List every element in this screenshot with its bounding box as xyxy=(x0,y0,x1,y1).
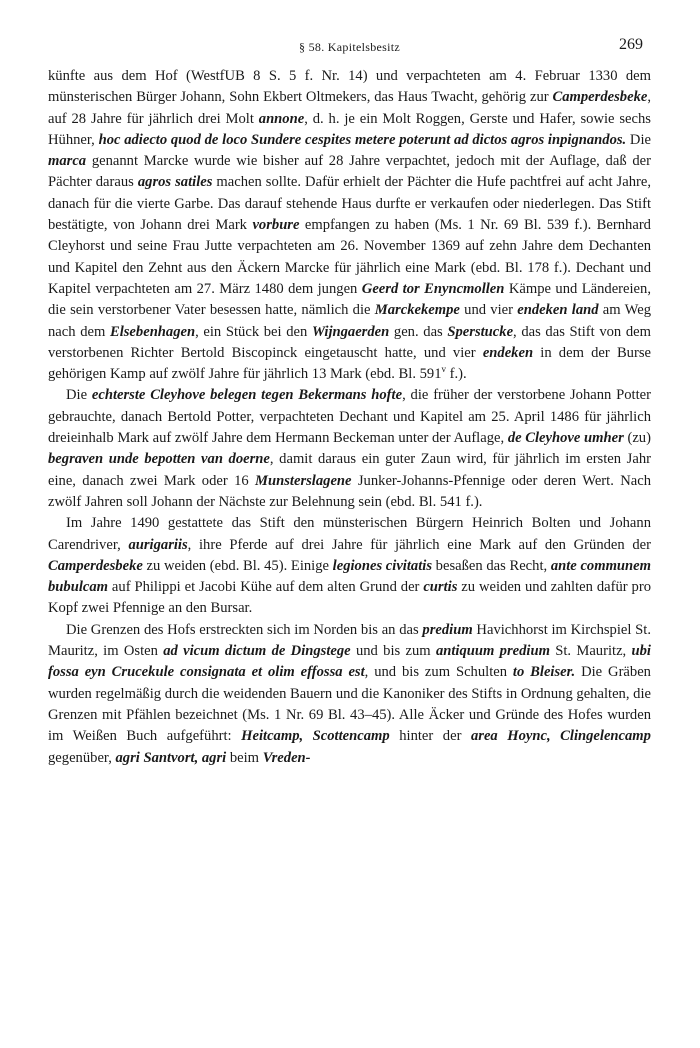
text-run: künfte aus dem Hof (WestfUB 8 S. 5 f. Nr. 14) und verpachteten am 4. Februar 1330 dem münsterischen Bürger Johann, Sohn Ekbert Oltmekers, das Haus Twacht, gehörig zur xyxy=(48,68,651,106)
text-run: , das das Stift von dem verstorbenen Richter Bertold Biscopinck eingetauscht hatte, und vier xyxy=(48,323,651,361)
italic-term: marca xyxy=(48,153,87,170)
text-run: in dem der Burse gehörigen Kamp auf zwölf Jahre für jährlich 13 Mark (ebd. Bl. 591 xyxy=(48,344,651,383)
italic-term: curtis xyxy=(423,579,458,596)
text-run: zu weiden und zahlten dafür pro Kopf zwei Pfennige an den Bursar. xyxy=(48,579,651,617)
italic-term: ubi fossa eyn Crucekule consignata et olim effossa est xyxy=(48,643,651,681)
italic-term: Heitcamp, Scottencamp xyxy=(241,728,390,745)
italic-term: de Cleyhove umher xyxy=(507,430,624,447)
page-number: 269 xyxy=(619,36,643,53)
book-page xyxy=(48,36,651,769)
superscript: v xyxy=(441,364,447,375)
text-run: Die xyxy=(66,387,92,404)
italic-term: legiones civitatis xyxy=(332,557,432,574)
italic-term: hoc adiecto quod de loco Sundere cespites metere poterunt ad dictos agros inpignandos. xyxy=(98,131,627,148)
paragraph xyxy=(48,513,651,619)
text-run: , die früher der verstorbene Johann Potter gebrauchte, danach Bertold Potter, verpachteten Dechant und Kapitel am 25. April 1486 für jährlich dreieinhalb Mark auf zwölf Jahre dem Hermann Beckeman unter der Auflage, xyxy=(48,387,651,447)
running-head: § 58. Kapitelsbesitz xyxy=(299,40,400,54)
text-run: und vier xyxy=(459,302,518,319)
text-run: Die xyxy=(626,131,652,148)
text-run: empfangen zu haben (Ms. 1 Nr. 69 Bl. 539 f.). Bernhard Cleyhorst und seine Frau Jutte verpachteten am 26. November 1369 auf zehn Jahre dem Dechanten und Kapitel den Zehnt aus den Äckern Marcke für jährlich eine Mark (ebd. Bl. 178 f.). Dechant und Kapitel verpachteten am 27. März 1480 dem jungen xyxy=(48,217,651,297)
text-run: Im Jahre 1490 gestattete das Stift den münsterischen Bürgern Heinrich Bolten und Johann Carendriver, xyxy=(48,515,651,553)
italic-term: antiquum predium xyxy=(435,643,550,660)
italic-term: Marckekempe xyxy=(374,302,460,319)
text-run: Kämpe und Ländereien, die sein verstorbener Vater besessen hatte, nämlich die xyxy=(48,280,651,319)
italic-term: begraven unde bepotten van doerne xyxy=(48,451,270,468)
text-run: , ein Stück bei den xyxy=(195,323,312,340)
italic-term: aurigariis xyxy=(128,536,188,553)
text-run: Die Gräben wurden regelmäßig durch die weidenden Bauern und die Kanoniker des Stifts in Ordnung gehalten, die Grenzen mit Pfählen bezeichnet (Ms. 1 Nr. 69 Bl. 43–45). Alle Äcker und Gründe des Hofes wurden im Weißen Buch aufgeführt: xyxy=(48,664,651,745)
text-run: , und bis zum Schulten xyxy=(364,664,513,681)
text-run: St. Mauritz, xyxy=(549,643,632,660)
text-run: machen sollte. Dafür erhielt der Pächter die Hufe pachtfrei auf acht Jahre, danach für die vierte Garbe. Das darauf stehende Haus durfte er verkaufen oder niederlegen. Das Stift bestätigte, von Johann drei Mark xyxy=(48,174,651,234)
italic-term: Sperstucke xyxy=(447,323,514,340)
body-text xyxy=(48,66,651,769)
italic-term: ante communem bubulcam xyxy=(48,557,651,596)
text-run: gegenüber, xyxy=(48,749,116,766)
text-run: Junker-Johanns-Pfennige oder deren Wert. Nach zwölf Jahren soll Johann der Nächste zur Belehnung sein (ebd. Bl. 541 f.). xyxy=(48,472,651,510)
text-run: Havichhorst im Kirchspiel St. Mauritz, im Osten xyxy=(48,621,651,660)
text-run: genannt Marcke wurde wie bisher auf 28 Jahre verpachtet, jedoch mit der Auflage, daß der Pächter daraus xyxy=(48,153,651,191)
italic-term: Elsebenhagen xyxy=(109,323,196,340)
italic-term: agri Santvort, agri xyxy=(115,749,227,766)
page-header xyxy=(48,36,651,66)
text-run: auf Philippi et Jacobi Kühe auf dem alten Grund der xyxy=(108,579,424,596)
italic-term: echterste Cleyhove belegen tegen Bekermans hofte xyxy=(91,387,403,404)
paragraph xyxy=(48,620,651,769)
italic-term: Geerd tor Enyncmollen xyxy=(361,280,505,297)
italic-term: endeken xyxy=(482,344,534,361)
text-run: besaßen das Recht, xyxy=(432,557,551,574)
text-run: , ihre Pferde auf drei Jahre für jährlich eine Mark auf den Gründen der xyxy=(187,536,651,553)
text-run: und bis zum xyxy=(350,643,436,660)
text-run: (zu) xyxy=(623,430,651,447)
italic-term: endeken land xyxy=(517,302,599,319)
paragraph xyxy=(48,385,651,513)
text-run: , auf 28 Jahre für jährlich drei Molt xyxy=(48,89,651,127)
text-run: zu weiden (ebd. Bl. 45). Einige xyxy=(142,557,333,574)
paragraph xyxy=(48,66,651,385)
text-run: hinter der xyxy=(389,728,471,745)
italic-term: Camperdesbeke xyxy=(552,89,648,106)
italic-term: area Hoync, Clingelencamp xyxy=(470,728,651,745)
italic-term: predium xyxy=(422,621,473,638)
italic-term: Camperdesbeke xyxy=(48,557,143,574)
text-run: beim xyxy=(226,749,263,766)
italic-term: agros satiles xyxy=(137,174,213,191)
italic-term: Munsterslagene xyxy=(255,472,352,489)
text-run: , damit daraus ein guter Zaun wird, für jährlich im ersten Jahr eine, danach zwei Mark oder 16 xyxy=(48,451,651,489)
text-run: gen. das xyxy=(389,323,448,340)
text-run: am Weg nach dem xyxy=(48,302,651,340)
text-run: Die Grenzen des Hofs erstreckten sich im Norden bis an das xyxy=(66,621,423,638)
italic-term: annone xyxy=(258,110,305,127)
italic-term: Wijngaerden xyxy=(311,323,390,340)
italic-term: vorbure xyxy=(252,217,300,234)
text-run: , d. h. je ein Molt Roggen, Gerste und Hafer, sowie sechs Hühner, xyxy=(48,110,651,148)
italic-term: ad vicum dictum de Dingstege xyxy=(163,643,351,660)
italic-term: Vreden- xyxy=(262,749,311,766)
italic-term: to Bleiser. xyxy=(512,664,576,681)
text-run: f.). xyxy=(446,366,467,383)
